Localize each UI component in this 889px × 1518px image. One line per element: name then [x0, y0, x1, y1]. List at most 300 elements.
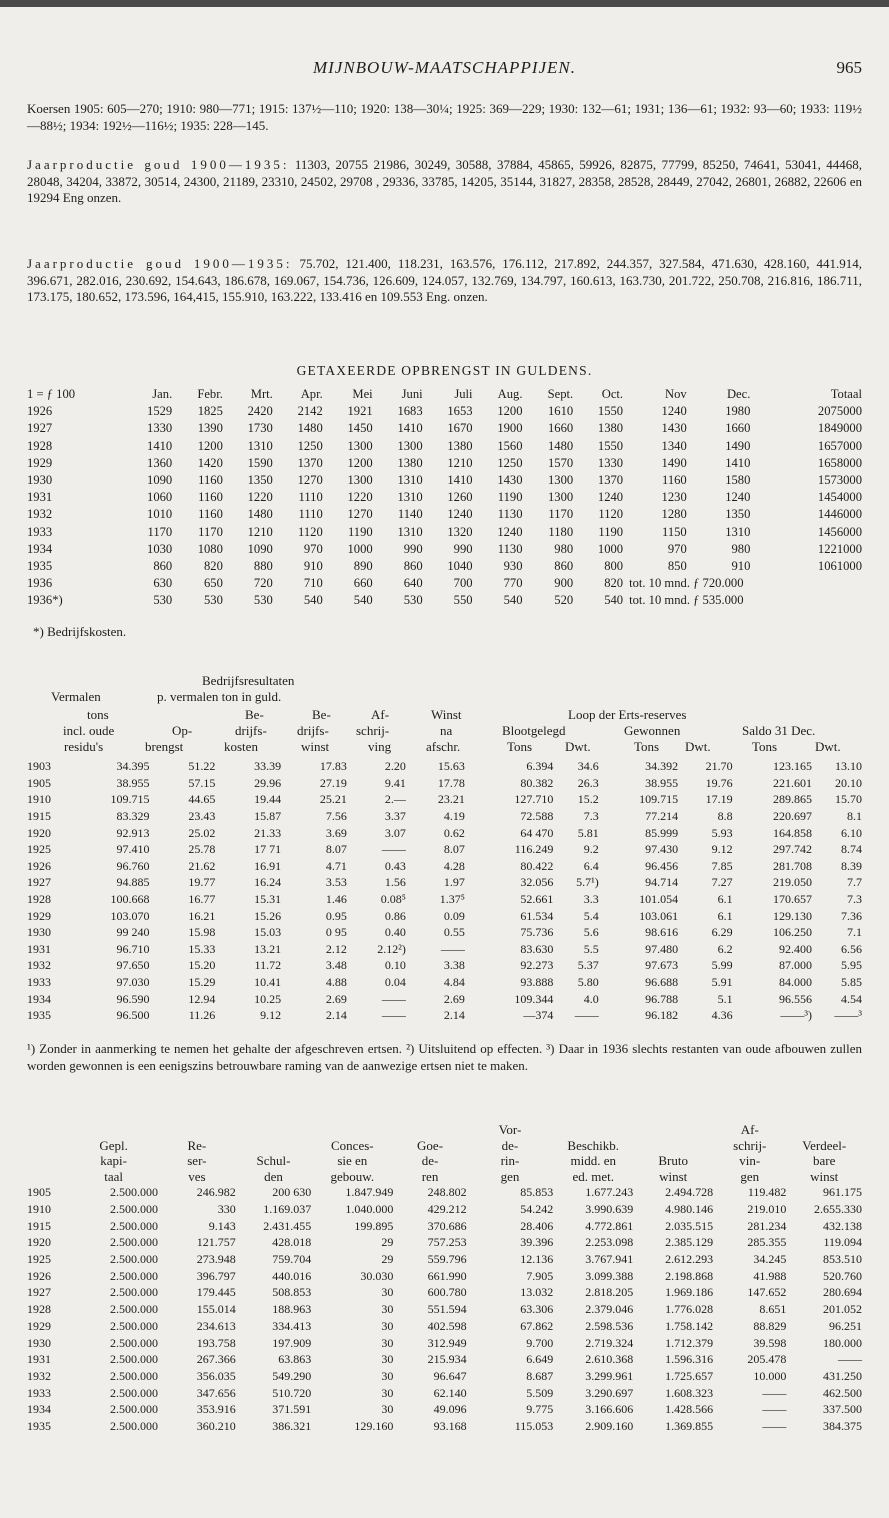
table-cell: 3.69 [325, 825, 347, 840]
table-cell: 180.000 [823, 1335, 862, 1350]
table-cell: 30 [381, 1318, 394, 1333]
column-header [236, 1138, 312, 1154]
table-cell: 106.250 [773, 925, 812, 940]
table-row [27, 1401, 862, 1418]
table-cell: 1300 [547, 473, 574, 488]
table-cell: 1915 [27, 1218, 51, 1233]
col-header: kosten [224, 739, 258, 754]
table-cell: 2.500.000 [110, 1202, 159, 1217]
table-cell: 1380 [597, 421, 624, 436]
table-cell: 8.8 [717, 809, 733, 824]
table-cell: 30 [381, 1302, 394, 1317]
table-cell: 1928 [27, 438, 53, 453]
table-cell: 4.84 [443, 975, 465, 990]
table-cell: 1929 [27, 908, 51, 923]
table-cell: 221.601 [773, 775, 812, 790]
table-cell: —— [762, 1385, 787, 1400]
table-cell: 97.030 [116, 975, 150, 990]
column-header: de- [501, 1137, 519, 1153]
table-cell: 2.379.046 [585, 1302, 634, 1317]
column-header: Vor- [498, 1122, 522, 1138]
table-cell: 549.290 [272, 1368, 312, 1383]
table-cell: 23.21 [437, 792, 465, 807]
table-cell: 860 [153, 558, 173, 573]
table-cell: 2.719.324 [585, 1335, 634, 1350]
table-cell: 6.4 [583, 858, 599, 873]
table-cell: 8.651 [759, 1302, 787, 1317]
table-cell: 2.500.000 [110, 1285, 159, 1300]
table-cell: —— [440, 941, 465, 956]
table-cell: 2.500.000 [110, 1352, 159, 1367]
table-cell: 1480 [297, 421, 323, 436]
table-cell: 34.392 [645, 759, 679, 774]
table-cell: 1240 [497, 524, 523, 539]
table-cell: 757.253 [427, 1235, 467, 1250]
table-row [27, 1334, 862, 1351]
col-header: Be- [312, 707, 331, 722]
table-cell: 1905 [27, 775, 51, 790]
column-header [633, 1122, 713, 1138]
table-cell: 197.909 [272, 1335, 312, 1350]
table-cell: 1933 [27, 524, 53, 539]
table-cell: 1130 [497, 507, 523, 522]
table-cell: 1910 [27, 1202, 51, 1217]
table-cell: 462.500 [823, 1385, 862, 1400]
table-cell: 1140 [397, 507, 423, 522]
table-cell: 17.19 [705, 792, 733, 807]
table-cell: 1160 [198, 473, 223, 488]
table-cell: 103.061 [639, 908, 679, 923]
table-cell: 2.14 [443, 1008, 465, 1023]
table-cell: 2.500.000 [110, 1185, 159, 1200]
table-cell: tot. 10 mnd. ƒ 720.000 [629, 576, 744, 591]
table-cell: 2.69 [325, 991, 347, 1006]
column-header [27, 1153, 69, 1169]
table-cell: 3.990.639 [585, 1202, 634, 1217]
table-cell: 370.686 [427, 1218, 467, 1233]
table-cell: 600.780 [427, 1285, 467, 1300]
table-cell: 980 [731, 541, 751, 556]
table-cell: 30.030 [360, 1268, 394, 1283]
col-header: Dwt. [815, 739, 841, 754]
table-cell: 1446000 [817, 507, 862, 522]
table-cell: 30 [381, 1285, 394, 1300]
table-cell: 219.050 [773, 875, 812, 890]
table-cell: 155.014 [196, 1302, 236, 1317]
table-cell: 431.250 [823, 1368, 862, 1383]
table-cell: 25.02 [188, 825, 216, 840]
table-cell: 85.853 [520, 1185, 554, 1200]
table-cell: 5.5 [583, 941, 599, 956]
table-cell: 1980 [725, 404, 751, 419]
table-header-row [27, 386, 862, 403]
table-cell: 1935 [27, 1418, 51, 1433]
resultaten-subtitle: p. vermalen ton in guld. [157, 689, 282, 704]
table-cell: 1660 [547, 421, 574, 436]
table-cell: 1927 [27, 875, 51, 890]
table-cell: 990 [453, 541, 473, 556]
column-header: Nov [665, 387, 687, 402]
table-cell: 1280 [661, 507, 687, 522]
table-cell: 1934 [27, 541, 53, 556]
resultaten-table [27, 758, 862, 1024]
table-cell: 29 [381, 1252, 394, 1267]
table-cell: 99 240 [116, 925, 150, 940]
table-cell: 164.858 [773, 825, 812, 840]
table-cell: 1.596.316 [665, 1352, 714, 1367]
table-row [27, 1217, 862, 1234]
table-cell: 1490 [725, 438, 751, 453]
table-row [27, 924, 862, 941]
table-cell: 1.725.657 [665, 1368, 714, 1383]
column-header [236, 1122, 312, 1138]
table-cell: 280.694 [823, 1285, 862, 1300]
table-cell: 880 [253, 558, 273, 573]
table-cell: 15.03 [254, 925, 282, 940]
table-cell: 1061000 [817, 558, 862, 573]
table-cell: 4.19 [443, 809, 465, 824]
column-header: winst [810, 1168, 839, 1184]
table-cell: 1926 [27, 1268, 51, 1283]
col-header: Saldo 31 Dec. [742, 723, 816, 738]
table-cell: 1658000 [817, 455, 862, 470]
column-header: Verdeel- [802, 1137, 847, 1153]
table-cell: 96.760 [116, 858, 150, 873]
table-cell: 1210 [447, 455, 473, 470]
table-cell: 1580 [725, 473, 751, 488]
table-cell: 193.758 [196, 1335, 236, 1350]
table-cell: 97.650 [116, 958, 150, 973]
table-cell: 2.909.160 [585, 1418, 634, 1433]
table-cell: 6.2 [717, 941, 733, 956]
col-header: Tons [634, 739, 660, 754]
table-cell: 77.214 [645, 809, 679, 824]
page-header [27, 58, 862, 82]
table-cell: 9.775 [526, 1402, 554, 1417]
table-cell: 101.054 [639, 892, 679, 907]
table-cell: 2.494.728 [665, 1185, 714, 1200]
table-cell: 2.12²) [377, 941, 406, 956]
table-cell: 15.2 [577, 792, 599, 807]
table-cell: 10.25 [254, 991, 282, 1006]
table-cell: 1.608.323 [665, 1385, 714, 1400]
table-cell: 15.31 [254, 892, 282, 907]
table-cell: 1490 [661, 455, 687, 470]
col-header: schrij- [356, 723, 390, 738]
column-header: bare [813, 1153, 836, 1169]
table-cell: 1.97 [443, 875, 465, 890]
table-cell: 39.396 [520, 1235, 554, 1250]
table-cell: 630 [153, 576, 173, 591]
table-cell: 80.422 [520, 858, 554, 873]
col-header: brengst [145, 739, 184, 754]
table-cell: 1000 [597, 541, 624, 556]
table-cell: 1928 [27, 1302, 51, 1317]
column-header: Apr. [300, 387, 323, 402]
table-cell: 15.29 [188, 975, 216, 990]
column-header: taal [104, 1168, 123, 1184]
table-cell: 1240 [447, 507, 473, 522]
column-header: kapi- [100, 1153, 127, 1169]
table-cell: 1310 [247, 438, 273, 453]
table-cell: 6.1 [717, 908, 733, 923]
column-header: Juli [454, 387, 473, 402]
table-cell: 337.500 [823, 1402, 862, 1417]
table-cell: 13.21 [254, 941, 282, 956]
table-cell: 334.413 [272, 1318, 312, 1333]
table-cell: 1110 [298, 490, 323, 505]
table-cell: 27.19 [319, 775, 347, 790]
column-header: gen [740, 1168, 760, 1184]
table-cell: 1030 [147, 541, 173, 556]
table-cell: 26.3 [577, 775, 599, 790]
table-cell: 92.400 [779, 941, 812, 956]
table-cell: 8.687 [526, 1368, 554, 1383]
table-cell: 88.829 [753, 1318, 787, 1333]
table-cell: 1360 [147, 455, 173, 470]
table-cell: 52.661 [520, 892, 554, 907]
table-cell: 1927 [27, 421, 53, 436]
table-cell: 559.796 [427, 1252, 467, 1267]
table-cell: 9.143 [208, 1218, 236, 1233]
table-cell: 1240 [661, 404, 687, 419]
table-header-row [27, 1169, 862, 1185]
table-cell: 4.772.861 [585, 1218, 634, 1233]
table-cell: 1310 [397, 490, 423, 505]
table-cell: 1380 [447, 438, 473, 453]
table-cell: 530 [153, 593, 173, 608]
table-cell: 7.27 [711, 875, 733, 890]
table-cell: 49.096 [433, 1402, 467, 1417]
column-header: Gepl. [99, 1137, 128, 1153]
table-cell: 6.29 [711, 925, 733, 940]
col-header: winst [301, 739, 330, 754]
table-cell: 25.78 [188, 842, 216, 857]
column-header: ser- [187, 1153, 207, 1169]
column-header: Beschikb. [567, 1137, 620, 1153]
table-cell: 1570 [547, 455, 574, 470]
table-cell: 1480 [547, 438, 574, 453]
table-cell: 710 [303, 576, 323, 591]
table-cell: 1150 [662, 524, 687, 539]
table-cell: 540 [604, 593, 624, 608]
table-cell: 30 [381, 1335, 394, 1350]
table-cell: 0.95 [325, 908, 347, 923]
col-header: Dwt. [565, 739, 591, 754]
running-title: MIJNBOUW-MAATSCHAPPIJEN. [312, 58, 577, 77]
table-cell: 97.480 [645, 941, 679, 956]
table-cell: 1250 [297, 438, 323, 453]
table-row [27, 541, 862, 558]
table-cell: 2142 [297, 404, 323, 419]
table-cell: 5.81 [577, 825, 599, 840]
table-cell: 119.094 [823, 1235, 862, 1250]
table-cell: 5.4 [583, 908, 599, 923]
table-cell: 2.385.129 [665, 1235, 714, 1250]
jaarproductie-label: Jaarproductie goud 1900—1935: [27, 256, 293, 271]
table-cell: 17.83 [319, 759, 347, 774]
table-cell: 93.168 [433, 1418, 467, 1433]
column-header: gen [500, 1168, 520, 1184]
table-cell: 2.500.000 [110, 1235, 159, 1250]
table-cell: 63.306 [520, 1302, 554, 1317]
table-cell: 93.888 [520, 975, 554, 990]
table-cell: 62.140 [433, 1385, 467, 1400]
table-cell: 1930 [27, 473, 53, 488]
table-cell: 12.136 [520, 1252, 554, 1267]
table-cell: 356.035 [196, 1368, 236, 1383]
table-cell: 2.500.000 [110, 1418, 159, 1433]
table-cell: ——³) [780, 1008, 812, 1023]
col-header: tons [87, 707, 109, 722]
table-cell: 980 [554, 541, 574, 556]
table-cell: 30 [381, 1368, 394, 1383]
table-cell: 30 [381, 1385, 394, 1400]
resultaten-footnote: ¹) Zonder in aanmerking te nemen het gehalte der afgeschreven ertsen. ²) Uitsluitend op effecten. ³) Daar in 1936 slechts restanten van oude afbouwen zullen worden gewonnen is een eenigszins betrouwbare raming van de aanwezige ertsen niet te maken. [27, 1041, 862, 1073]
col-header: Be- [245, 707, 264, 722]
table-cell: 6.10 [841, 825, 862, 840]
table-row [27, 974, 862, 991]
jaarproductie-value-paragraph [27, 256, 862, 306]
table-row [27, 791, 862, 808]
table-cell: 21.70 [705, 759, 733, 774]
col-header: Op- [172, 723, 193, 738]
table-cell: 12.94 [188, 991, 216, 1006]
column-header: den [264, 1168, 283, 1184]
table-cell: 1450 [347, 421, 373, 436]
table-cell: 16.91 [254, 858, 282, 873]
table-cell: 1410 [725, 455, 751, 470]
table-cell: 1230 [661, 490, 687, 505]
table-cell: 1930 [27, 1335, 51, 1350]
jaarproductie-values: 11303, 20755 21986, 30249, 30588, 37884, 45865, 59926, 82875, 77799, 85250, 74641, 53041, 44468, 28048, 34204, 33872, 30514, 24300, 21189, 23310, 24502, 29708 , 29336, 33785, 14205, 35144, 31827, 28358, 28528, 28449, 27042, 26801, 26882, 22606 en 19294 Eng onzen. [27, 157, 862, 205]
column-header: Juni [401, 387, 423, 402]
column-header [27, 1169, 69, 1185]
table-cell: 1210 [247, 524, 273, 539]
table-cell: 41.988 [753, 1268, 787, 1283]
table-cell: 6.649 [526, 1352, 554, 1367]
table-row [27, 758, 862, 775]
table-row [27, 506, 862, 523]
table-cell: 384.375 [823, 1418, 862, 1433]
table-cell: 16.21 [188, 908, 216, 923]
column-header [69, 1122, 158, 1138]
table-row [27, 403, 862, 420]
table-cell: 1200 [197, 438, 223, 453]
table-cell: 2.612.293 [665, 1252, 714, 1267]
table-cell: 11.26 [188, 1008, 216, 1023]
table-row [27, 1007, 862, 1024]
table-cell: 64 470 [520, 825, 554, 840]
table-cell: 97.673 [645, 958, 679, 973]
table-cell: 1.428.566 [665, 1402, 714, 1417]
table-cell: 2.500.000 [110, 1318, 159, 1333]
table-cell: 1390 [197, 421, 223, 436]
table-cell: 34.245 [753, 1252, 787, 1267]
table-cell: 34.395 [116, 759, 150, 774]
column-header: Schul- [256, 1153, 291, 1169]
table-row [27, 1351, 862, 1368]
table-cell: 970 [667, 541, 687, 556]
table-cell: 0.55 [443, 925, 465, 940]
table-cell: 1.677.243 [585, 1185, 634, 1200]
table-cell: 930 [503, 558, 523, 573]
table-cell: 1935 [27, 1008, 51, 1023]
table-row [27, 775, 862, 792]
table-row [27, 592, 862, 609]
table-cell: —— [381, 1008, 406, 1023]
table-cell: 1933 [27, 975, 51, 990]
col-header: drijfs- [235, 723, 267, 738]
table-row [27, 907, 862, 924]
table-cell: 1670 [447, 421, 473, 436]
table-cell: 1180 [548, 524, 574, 539]
table-cell: 63.863 [278, 1352, 312, 1367]
table-cell: 1925 [27, 842, 51, 857]
table-cell: 1310 [397, 524, 423, 539]
table-cell: 1454000 [817, 490, 862, 505]
table-cell: 770 [503, 576, 523, 591]
table-cell: 1160 [198, 490, 223, 505]
table-cell: 1270 [347, 507, 373, 522]
table-cell: 1120 [298, 524, 323, 539]
table-cell: 1.37⁵ [439, 892, 465, 907]
table-cell: 4.71 [325, 858, 347, 873]
table-cell: 312.949 [427, 1335, 467, 1350]
table-cell: 100.668 [110, 892, 150, 907]
table-cell: 1330 [147, 421, 173, 436]
col-header: incl. oude [63, 723, 115, 738]
table-cell: tot. 10 mnd. ƒ 535.000 [629, 593, 744, 608]
table-cell: 1930 [27, 925, 51, 940]
table-cell: 1430 [661, 421, 687, 436]
table-cell: 1220 [347, 490, 373, 505]
table-cell: 9.41 [384, 775, 406, 790]
table-cell: 1910 [27, 792, 51, 807]
table-cell: 1040 [447, 558, 473, 573]
table-cell: 38.955 [116, 775, 150, 790]
table-cell: 17.78 [437, 775, 465, 790]
table-cell: 700 [453, 576, 473, 591]
table-cell: 7.85 [711, 858, 733, 873]
table-cell: 188.963 [272, 1302, 312, 1317]
table-cell: 540 [503, 593, 523, 608]
table-cell: 1929 [27, 455, 53, 470]
table-cell: 1350 [247, 473, 273, 488]
column-header [633, 1138, 713, 1154]
table-cell: 900 [554, 576, 574, 591]
table-cell: 6.56 [841, 941, 862, 956]
col-header: Loop der Erts-reserves [568, 707, 687, 722]
table-cell: 1929 [27, 1318, 51, 1333]
table-cell: 8.1 [847, 809, 862, 824]
table-cell: 3.3 [583, 892, 599, 907]
table-cell: 15.70 [835, 792, 862, 807]
col-header: Blootgelegd [502, 723, 566, 738]
column-header [27, 1138, 69, 1154]
table-cell: 4.28 [443, 858, 465, 873]
table-cell: 1310 [725, 524, 751, 539]
table-cell: ——³ [834, 1008, 862, 1023]
table-row [27, 1301, 862, 1318]
table-row [27, 1184, 862, 1201]
table-cell: 360.210 [196, 1418, 236, 1433]
table-cell: 115.053 [514, 1418, 554, 1433]
column-header: Aug. [497, 387, 523, 402]
table-cell: 3.290.697 [585, 1385, 634, 1400]
table-row [27, 558, 862, 575]
jaarproductie-ounces-paragraph [27, 157, 862, 207]
